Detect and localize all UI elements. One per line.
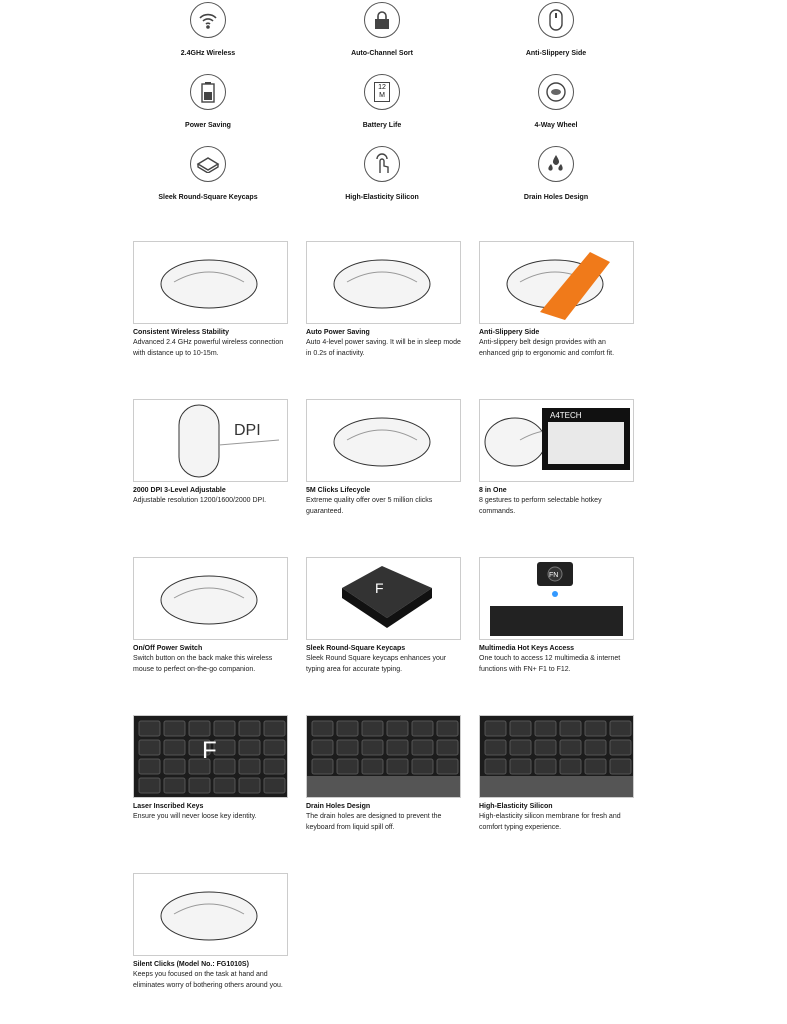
feature-card (133, 241, 288, 359)
feature-label: Auto-Channel Sort (351, 50, 413, 57)
feature-card (306, 557, 461, 675)
feature-battery-life (302, 72, 462, 129)
feature-card (479, 557, 634, 675)
feature-finger (302, 144, 462, 201)
feature-label: High-Elasticity Silicon (345, 194, 419, 201)
feature-title: High-Elasticity Silicon (479, 803, 553, 810)
feature-title: Drain Holes Design (306, 803, 371, 810)
feature-description: Adjustable resolution 1200/1600/2000 DPI. (133, 497, 267, 504)
feature-description: One touch to access 12 multimedia & internet functions with FN+ F1 to F12. (479, 655, 621, 673)
feature-image (306, 399, 461, 482)
feature-card (479, 399, 634, 517)
wheel-icon (538, 74, 574, 110)
feature-title: 8 in One (479, 487, 507, 494)
feature-description: Switch button on the back make this wireless mouse to perfect on-the-go companion. (133, 655, 273, 673)
feature-image (133, 715, 288, 798)
feature-image (306, 241, 461, 324)
feature-description: Sleek Round Square keycaps enhances your typing area for accurate typing. (306, 655, 447, 673)
battery-life-icon (364, 74, 400, 110)
feature-battery (128, 72, 288, 129)
image-text: DPI (234, 422, 261, 439)
feature-description: Extreme quality offer over 5 million clicks guaranteed. (306, 497, 433, 515)
image-text: A4TECH (550, 411, 582, 420)
feature-title: Auto Power Saving (306, 329, 370, 336)
feature-label: 4-Way Wheel (534, 122, 578, 129)
feature-title: Laser Inscribed Keys (133, 803, 204, 810)
lock-icon (364, 2, 400, 38)
image-text: FN (549, 572, 559, 579)
feature-label: Power Saving (185, 122, 231, 129)
feature-image (133, 873, 288, 956)
feature-wifi (128, 0, 288, 57)
feature-description: Ensure you will never loose key identity. (133, 813, 257, 820)
feature-image (479, 557, 634, 640)
feature-card (479, 715, 634, 833)
feature-image (306, 557, 461, 640)
feature-label: Drain Holes Design (523, 194, 589, 201)
feature-lock (302, 0, 462, 57)
feature-title: Sleek Round-Square Keycaps (306, 645, 406, 652)
feature-label: 2.4GHz Wireless (180, 50, 236, 57)
feature-title: Anti-Slippery Side (479, 329, 540, 336)
mouse-icon (538, 2, 574, 38)
feature-image (306, 715, 461, 798)
feature-description: High-elasticity silicon membrane for fresh and comfort typing experience. (479, 813, 621, 831)
feature-label: Battery Life (362, 122, 402, 129)
finger-icon (364, 146, 400, 182)
feature-image (479, 241, 634, 324)
keycap-icon (190, 146, 226, 182)
feature-image (479, 399, 634, 482)
feature-title: Silent Clicks (Model No.: FG1010S) (133, 961, 249, 968)
feature-card (306, 399, 461, 517)
battery-life-text: 12 M (374, 82, 390, 102)
feature-image (133, 557, 288, 640)
feature-card (133, 873, 288, 991)
feature-description: Keeps you focused on the task at hand and eliminates worry of bothering others around you. (133, 971, 283, 989)
feature-description: Auto 4-level power saving. It will be in sleep mode in 0.2s of inactivity. (306, 339, 461, 357)
feature-title: 2000 DPI 3-Level Adjustable (133, 487, 226, 494)
wifi-icon (190, 2, 226, 38)
feature-image (133, 241, 288, 324)
feature-label: Anti-Slippery Side (525, 50, 587, 57)
feature-card (133, 557, 288, 675)
feature-card (133, 399, 288, 506)
feature-description: Advanced 2.4 GHz powerful wireless connection with distance up to 10-15m. (133, 339, 284, 357)
feature-description: 8 gestures to perform selectable hotkey commands. (479, 497, 602, 515)
feature-title: On/Off Power Switch (133, 645, 203, 652)
feature-description: Anti-slippery belt design provides with an enhanced grip to ergonomic and comfort fit. (479, 339, 615, 357)
feature-title: 5M Clicks Lifecycle (306, 487, 371, 494)
feature-title: Multimedia Hot Keys Access (479, 645, 575, 652)
feature-card (306, 715, 461, 833)
feature-card (133, 715, 288, 822)
feature-image (479, 715, 634, 798)
feature-keycap (128, 144, 288, 201)
droplets-icon (538, 146, 574, 182)
battery-icon (190, 74, 226, 110)
feature-card (479, 241, 634, 359)
feature-label: Sleek Round-Square Keycaps (158, 194, 258, 201)
feature-card (306, 241, 461, 359)
feature-mouse (476, 0, 636, 57)
feature-image (133, 399, 288, 482)
feature-droplets (476, 144, 636, 201)
feature-description: The drain holes are designed to prevent the keyboard from liquid spill off. (306, 813, 442, 831)
feature-wheel (476, 72, 636, 129)
image-text: F (202, 737, 217, 764)
feature-title: Consistent Wireless Stability (133, 329, 230, 336)
image-text: F (375, 580, 384, 596)
